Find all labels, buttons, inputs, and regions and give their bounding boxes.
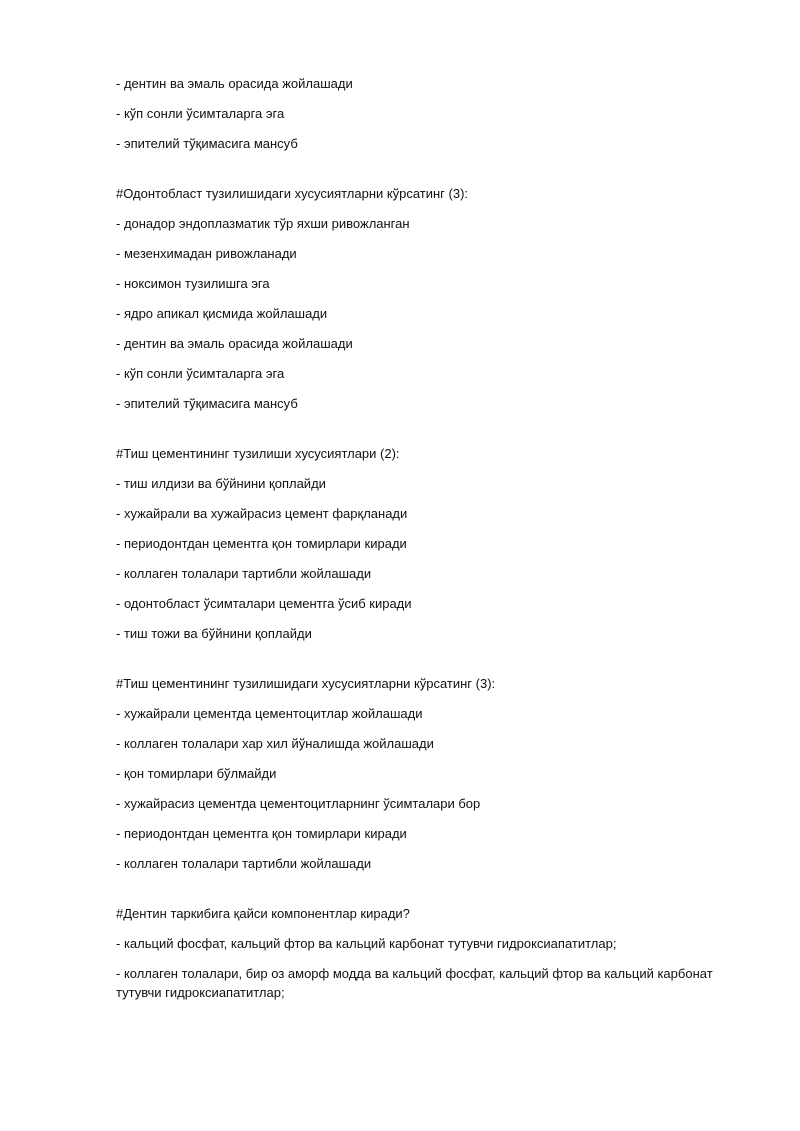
answer-line: - дентин ва эмаль орасида жойлашади [116, 336, 353, 351]
question-heading: #Дентин таркибига қайси компонентлар киради? [116, 906, 410, 921]
question-heading: #Одонтобласт тузилишидаги хусусиятларни кўрсатинг (3): [116, 186, 469, 201]
answer-line: - ноксимон тузилишга эга [116, 276, 270, 291]
answer-line: - кўп сонли ўсимталарга эга [116, 106, 285, 121]
answer-line: - хужайрали ва хужайрасиз цемент фарқланади [116, 506, 408, 521]
answer-line: - тиш илдизи ва бўйнини қоплайди [116, 476, 326, 491]
answer-line: - хужайрали цементда цементоцитлар жойлашади [116, 706, 423, 721]
answer-line: - коллаген толалари, бир оз аморф модда ва кальций фосфат, кальций фтор ва кальций карбонат тутувчи гидроксиапатитлар; [116, 966, 713, 1000]
answer-line: - эпителий тўқимасига мансуб [116, 396, 298, 411]
answer-line: - хужайрасиз цементда цементоцитларнинг ўсимталари бор [116, 796, 481, 811]
answer-line: - коллаген толалари тартибли жойлашади [116, 566, 372, 581]
answer-line: - ядро апикал қисмида жойлашади [116, 306, 328, 321]
answer-line: - қон томирлари бўлмайди [116, 766, 277, 781]
answer-line: - кальций фосфат, кальций фтор ва кальций карбонат тутувчи гидроксиапатитлар; [116, 936, 617, 951]
answer-line: - периодонтдан цементга қон томирлари киради [116, 826, 407, 841]
answer-line: - эпителий тўқимасига мансуб [116, 136, 298, 151]
answer-line: - периодонтдан цементга қон томирлари киради [116, 536, 407, 551]
question-heading: #Тиш цементининг тузилишидаги хусусиятларни кўрсатинг (3): [116, 676, 496, 691]
answer-line: - кўп сонли ўсимталарга эга [116, 366, 285, 381]
document-body [116, 74, 736, 1013]
answer-line: - мезенхимадан ривожланади [116, 246, 297, 261]
answer-line: - коллаген толалари тартибли жойлашади [116, 856, 372, 871]
answer-line: - донадор эндоплазматик тўр яхши ривожланган [116, 216, 410, 231]
answer-line: - тиш тожи ва бўйнини қоплайди [116, 626, 312, 641]
answer-line: - одонтобласт ўсимталари цементга ўсиб киради [116, 596, 412, 611]
question-heading: #Тиш цементининг тузилиши хусусиятлари (2): [116, 446, 400, 461]
answer-line: - дентин ва эмаль орасида жойлашади [116, 76, 353, 91]
answer-line: - коллаген толалари хар хил йўналишда жойлашади [116, 736, 434, 751]
